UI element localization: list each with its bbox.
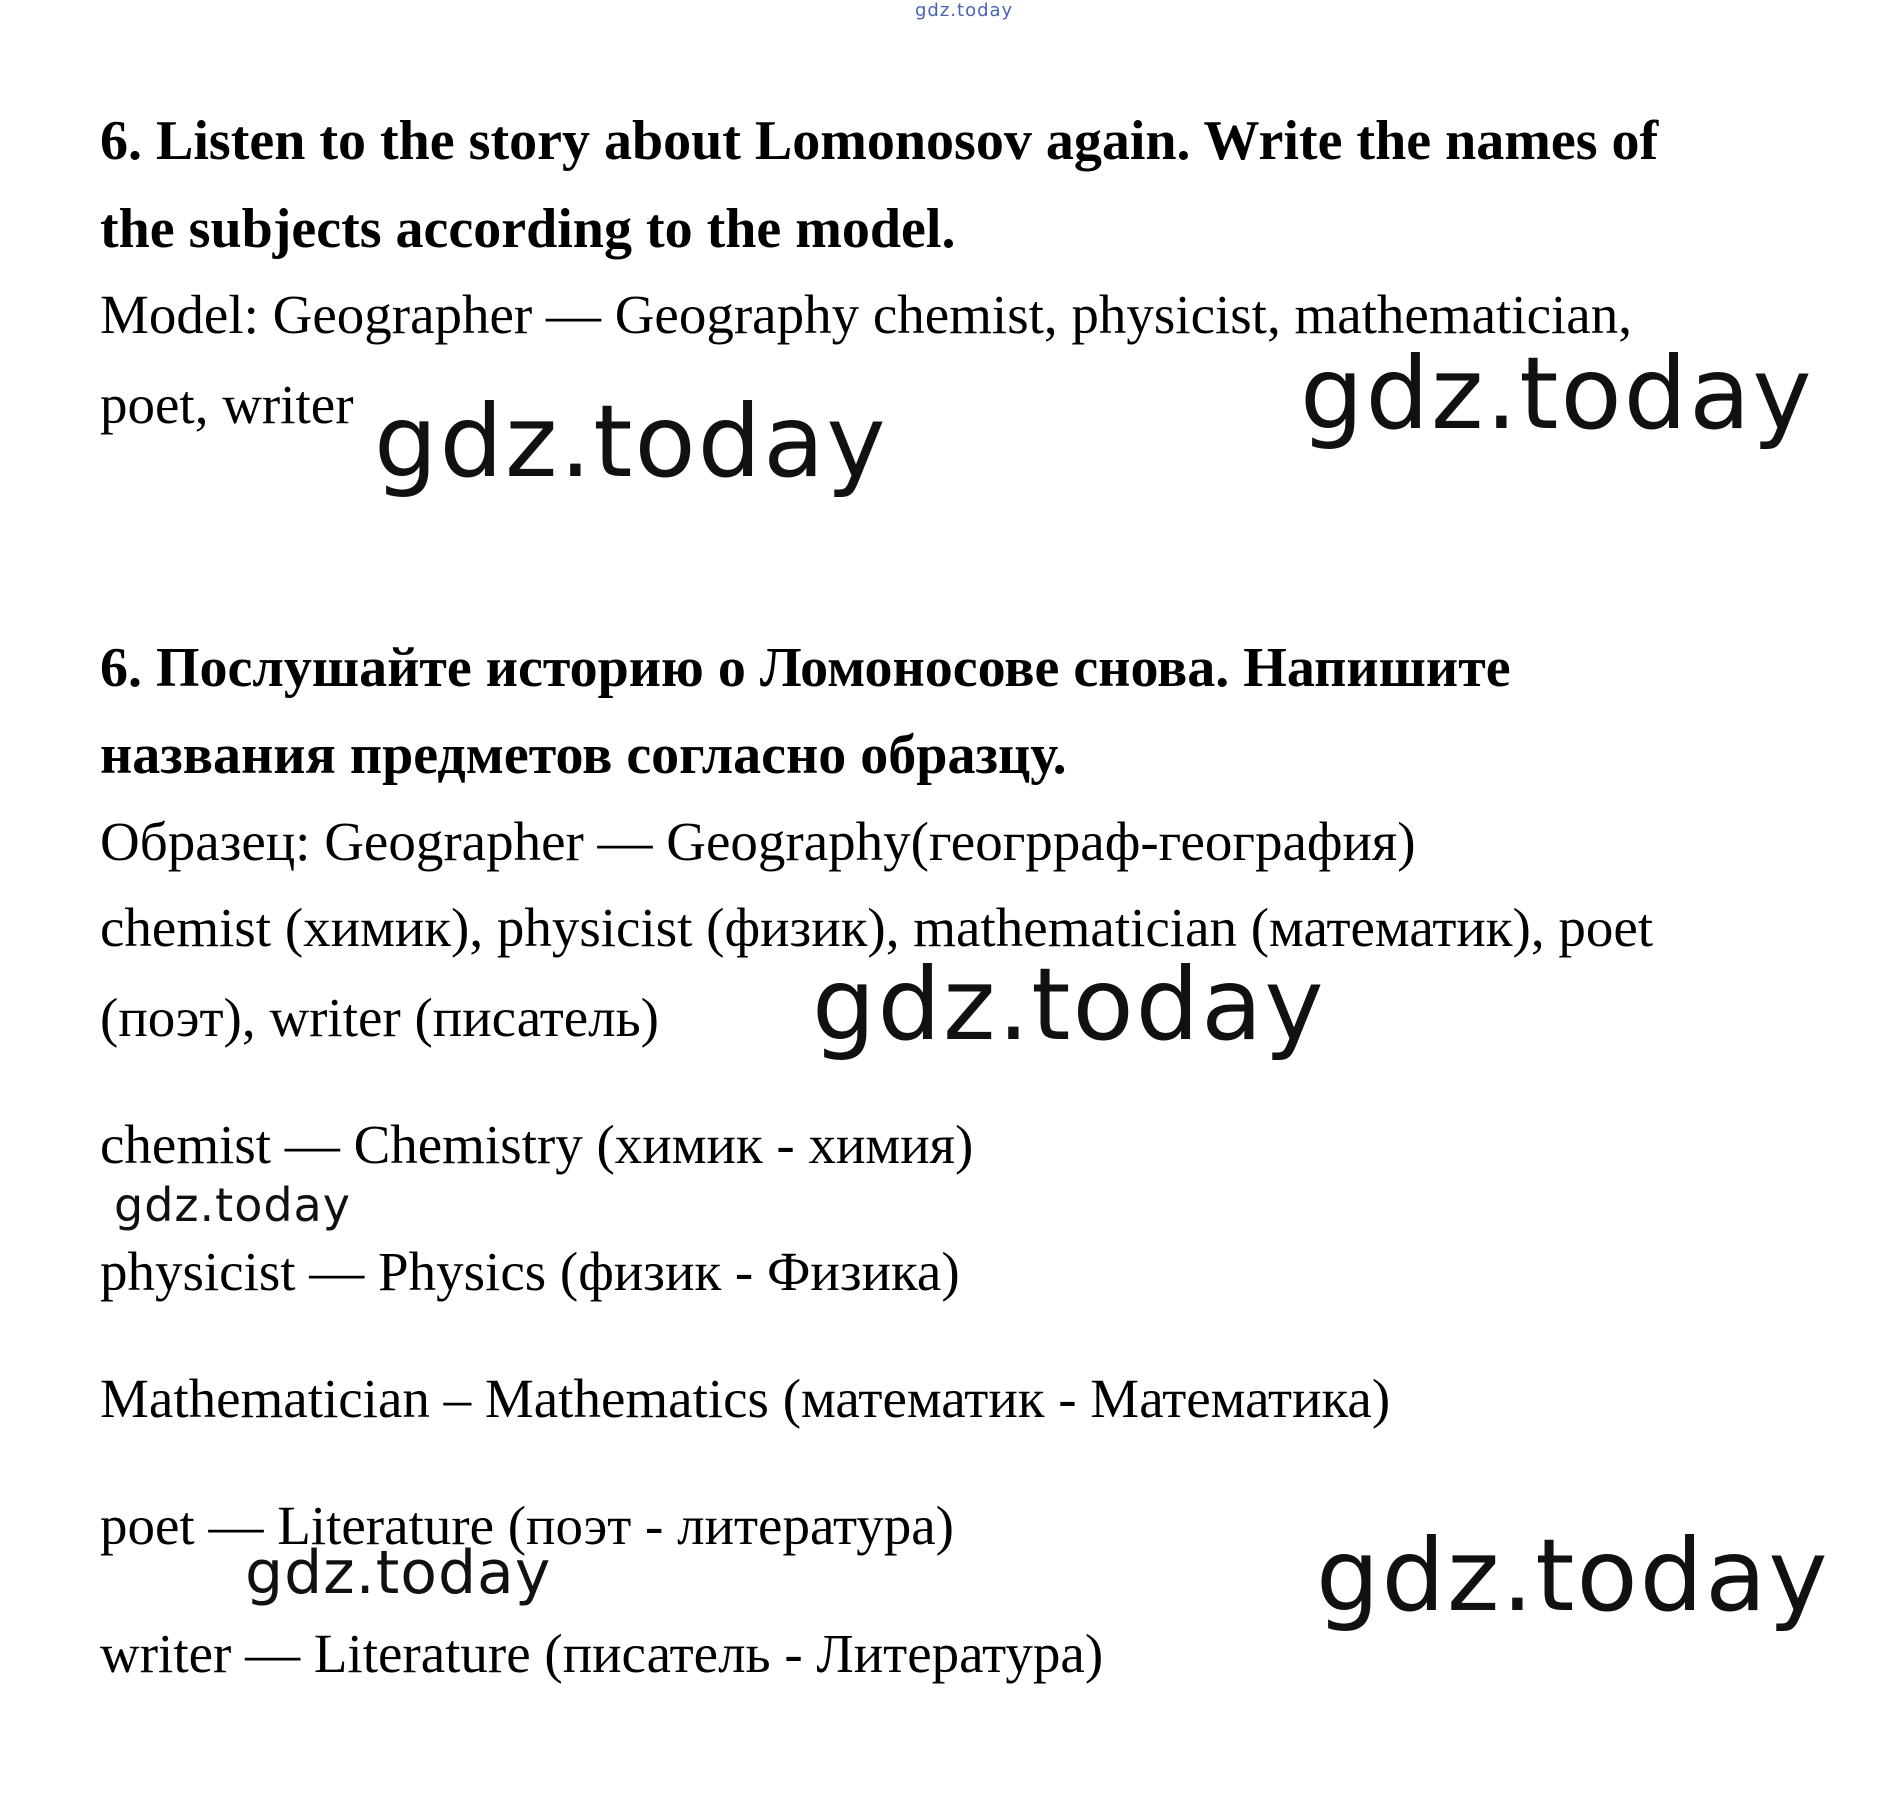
- sample-ru-line: Образец: Geographer — Geography(геогрраф-география): [100, 811, 1416, 872]
- model-en-line2: poet, writer: [100, 374, 354, 435]
- watermark-3: gdz.today: [812, 946, 1326, 1063]
- answer-physicist: physicist — Physics (физик - Физика): [100, 1241, 960, 1302]
- task-title-en-line1: 6. Listen to the story about Lomonosov again. Write the names of: [100, 110, 1659, 172]
- answer-mathematician: Mathematician – Mathematics (математик - Математика): [100, 1368, 1391, 1429]
- answer-poet: poet — Literature (поэт - литература): [100, 1495, 954, 1556]
- model-en-line1: Model: Geographer — Geography chemist, physicist, mathematician,: [100, 284, 1632, 345]
- words-ru-line1: chemist (химик), physicist (физик), mathematician (математик), poet: [100, 897, 1654, 958]
- task-title-en-line2: the subjects according to the model.: [100, 198, 956, 260]
- watermark-top: gdz.today: [915, 0, 1014, 21]
- watermark-2: gdz.today: [374, 383, 888, 500]
- task-title-ru-line1: 6. Послушайте историю о Ломоносове снова. Напишите: [100, 637, 1511, 699]
- watermark-6: gdz.today: [1316, 1517, 1830, 1634]
- watermark-4: gdz.today: [114, 1178, 351, 1232]
- answer-chemist: chemist — Chemistry (химик - химия): [100, 1114, 974, 1175]
- words-ru-line2: (поэт), writer (писатель): [100, 987, 659, 1048]
- answer-writer: writer — Literature (писатель - Литература): [100, 1623, 1104, 1684]
- watermark-5: gdz.today: [245, 1538, 552, 1608]
- watermark-1: gdz.today: [1300, 335, 1814, 452]
- task-title-ru-line2: названия предметов согласно образцу.: [100, 724, 1067, 786]
